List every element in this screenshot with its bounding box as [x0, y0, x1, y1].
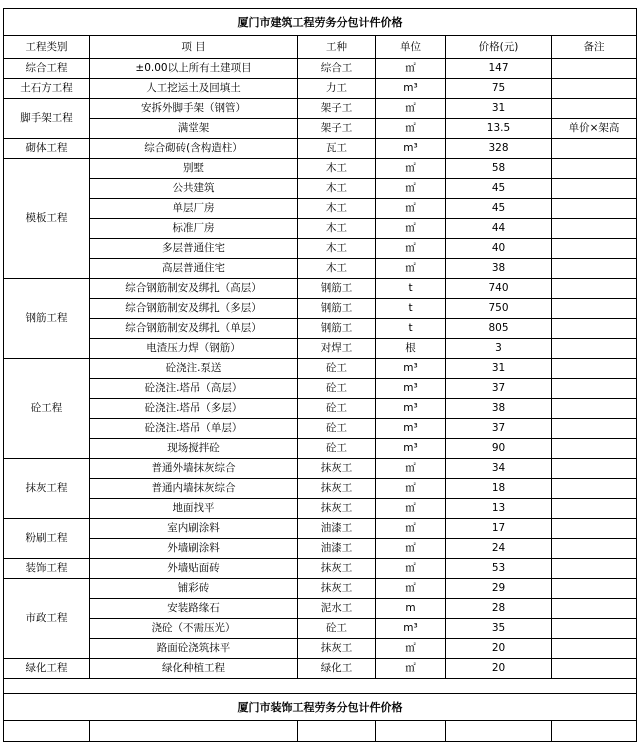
price-cell: 18: [446, 479, 552, 499]
trade-cell: 抹灰工: [298, 579, 376, 599]
item-cell: 电渣压力焊（钢筋）: [90, 339, 298, 359]
price-cell: 35: [446, 619, 552, 639]
table-row: [4, 359, 637, 379]
note-cell: [552, 399, 637, 419]
header-trade: 工种: [298, 36, 376, 59]
price-cell: 29: [446, 579, 552, 599]
header-item: 项 目: [90, 36, 298, 59]
note-cell: [552, 379, 637, 399]
trade-cell: 对焊工: [298, 339, 376, 359]
note-cell: [552, 319, 637, 339]
trade-cell: 砼工: [298, 419, 376, 439]
note-cell: [552, 239, 637, 259]
table-row: [4, 219, 637, 239]
note-cell: [552, 59, 637, 79]
item-cell: 砼浇注.塔吊（多层）: [90, 399, 298, 419]
note-cell: [552, 259, 637, 279]
trade-cell: 综合工: [298, 59, 376, 79]
category-cell: 砌体工程: [4, 139, 90, 159]
footer-title: 厦门市装饰工程劳务分包计件价格: [4, 694, 637, 721]
price-cell: 40: [446, 239, 552, 259]
table-row: [4, 599, 637, 619]
item-cell: 浇砼（不需压光）: [90, 619, 298, 639]
trade-cell: 木工: [298, 259, 376, 279]
table-row: [4, 139, 637, 159]
item-cell: 砼浇注.塔吊（高层）: [90, 379, 298, 399]
empty-cell: [298, 721, 376, 742]
item-cell: 普通内墙抹灰综合: [90, 479, 298, 499]
trade-cell: 抹灰工: [298, 559, 376, 579]
note-cell: [552, 559, 637, 579]
table-row: [4, 79, 637, 99]
item-cell: 人工挖运土及回填土: [90, 79, 298, 99]
category-cell: 综合工程: [4, 59, 90, 79]
table-row: [4, 499, 637, 519]
footer-next-row: [4, 721, 637, 742]
item-cell: 铺彩砖: [90, 579, 298, 599]
note-cell: [552, 519, 637, 539]
unit-cell: ㎡: [376, 459, 446, 479]
item-cell: 安拆外脚手架（钢管）: [90, 99, 298, 119]
trade-cell: 木工: [298, 219, 376, 239]
unit-cell: ㎡: [376, 179, 446, 199]
trade-cell: 木工: [298, 239, 376, 259]
table-row: [4, 99, 637, 119]
price-cell: 3: [446, 339, 552, 359]
trade-cell: 抹灰工: [298, 479, 376, 499]
unit-cell: ㎡: [376, 239, 446, 259]
header-unit: 单位: [376, 36, 446, 59]
trade-cell: 抹灰工: [298, 459, 376, 479]
note-cell: [552, 159, 637, 179]
category-cell: 砼工程: [4, 359, 90, 459]
unit-cell: m³: [376, 359, 446, 379]
item-cell: 砼浇注.塔吊（单层）: [90, 419, 298, 439]
price-cell: 37: [446, 419, 552, 439]
price-cell: 34: [446, 459, 552, 479]
trade-cell: 抹灰工: [298, 639, 376, 659]
table-row: [4, 339, 637, 359]
table-row: [4, 59, 637, 79]
note-cell: 单价×架高: [552, 119, 637, 139]
note-cell: [552, 79, 637, 99]
item-cell: 现场搅拌砼: [90, 439, 298, 459]
item-cell: 标准厂房: [90, 219, 298, 239]
trade-cell: 钢筋工: [298, 319, 376, 339]
table-row: [4, 299, 637, 319]
item-cell: 单层厂房: [90, 199, 298, 219]
item-cell: 外墙贴面砖: [90, 559, 298, 579]
header-category: 工程类别: [4, 36, 90, 59]
trade-cell: 砼工: [298, 619, 376, 639]
trade-cell: 油漆工: [298, 519, 376, 539]
item-cell: 综合钢筋制安及绑扎（单层）: [90, 319, 298, 339]
trade-cell: 架子工: [298, 99, 376, 119]
table-row: [4, 519, 637, 539]
price-cell: 740: [446, 279, 552, 299]
price-cell: 28: [446, 599, 552, 619]
table-row: [4, 379, 637, 399]
item-cell: 满堂架: [90, 119, 298, 139]
price-cell: 45: [446, 179, 552, 199]
note-cell: [552, 459, 637, 479]
note-cell: [552, 439, 637, 459]
item-cell: 综合钢筋制安及绑扎（多层）: [90, 299, 298, 319]
unit-cell: ㎡: [376, 159, 446, 179]
note-cell: [552, 539, 637, 559]
category-cell: 土石方工程: [4, 79, 90, 99]
category-cell: 市政工程: [4, 579, 90, 659]
category-cell: 装饰工程: [4, 559, 90, 579]
trade-cell: 砼工: [298, 439, 376, 459]
unit-cell: ㎡: [376, 119, 446, 139]
note-cell: [552, 199, 637, 219]
note-cell: [552, 279, 637, 299]
trade-cell: 绿化工: [298, 659, 376, 679]
unit-cell: ㎡: [376, 99, 446, 119]
unit-cell: ㎡: [376, 519, 446, 539]
note-cell: [552, 579, 637, 599]
item-cell: 公共建筑: [90, 179, 298, 199]
price-cell: 31: [446, 99, 552, 119]
trade-cell: 瓦工: [298, 139, 376, 159]
table-row: [4, 199, 637, 219]
note-cell: [552, 179, 637, 199]
spacer-cell: [4, 679, 637, 694]
item-cell: 室内刷涂料: [90, 519, 298, 539]
table-row: [4, 119, 637, 139]
category-cell: 抹灰工程: [4, 459, 90, 519]
empty-cell: [446, 721, 552, 742]
unit-cell: ㎡: [376, 659, 446, 679]
empty-cell: [552, 721, 637, 742]
unit-cell: m³: [376, 399, 446, 419]
table-row: [4, 639, 637, 659]
trade-cell: 砼工: [298, 359, 376, 379]
price-table-body: [4, 9, 637, 742]
header-price: 价格(元): [446, 36, 552, 59]
price-cell: 13: [446, 499, 552, 519]
price-cell: 44: [446, 219, 552, 239]
category-cell: 脚手架工程: [4, 99, 90, 139]
title-row: [4, 9, 637, 36]
price-cell: 24: [446, 539, 552, 559]
category-cell: 绿化工程: [4, 659, 90, 679]
table-row: [4, 619, 637, 639]
table-row: [4, 559, 637, 579]
price-cell: 20: [446, 639, 552, 659]
price-cell: 147: [446, 59, 552, 79]
empty-cell: [90, 721, 298, 742]
item-cell: 外墙刷涂料: [90, 539, 298, 559]
unit-cell: ㎡: [376, 639, 446, 659]
note-cell: [552, 219, 637, 239]
trade-cell: 砼工: [298, 399, 376, 419]
unit-cell: m³: [376, 619, 446, 639]
trade-cell: 油漆工: [298, 539, 376, 559]
note-cell: [552, 599, 637, 619]
trade-cell: 木工: [298, 179, 376, 199]
unit-cell: ㎡: [376, 259, 446, 279]
unit-cell: m: [376, 599, 446, 619]
unit-cell: m³: [376, 439, 446, 459]
unit-cell: t: [376, 299, 446, 319]
note-cell: [552, 639, 637, 659]
item-cell: 多层普通住宅: [90, 239, 298, 259]
unit-cell: m³: [376, 419, 446, 439]
note-cell: [552, 619, 637, 639]
unit-cell: ㎡: [376, 499, 446, 519]
trade-cell: 钢筋工: [298, 279, 376, 299]
price-cell: 13.5: [446, 119, 552, 139]
unit-cell: ㎡: [376, 479, 446, 499]
item-cell: 高层普通住宅: [90, 259, 298, 279]
price-cell: 31: [446, 359, 552, 379]
trade-cell: 泥水工: [298, 599, 376, 619]
item-cell: ±0.00以上所有土建项目: [90, 59, 298, 79]
table-row: [4, 159, 637, 179]
unit-cell: m³: [376, 139, 446, 159]
table-row: [4, 319, 637, 339]
unit-cell: ㎡: [376, 59, 446, 79]
empty-cell: [376, 721, 446, 742]
header-note: 备注: [552, 36, 637, 59]
note-cell: [552, 499, 637, 519]
table-row: [4, 239, 637, 259]
table-row: [4, 579, 637, 599]
note-cell: [552, 359, 637, 379]
price-cell: 38: [446, 259, 552, 279]
item-cell: 地面找平: [90, 499, 298, 519]
unit-cell: ㎡: [376, 579, 446, 599]
table-row: [4, 399, 637, 419]
table-row: [4, 539, 637, 559]
unit-cell: ㎡: [376, 219, 446, 239]
table-row: [4, 659, 637, 679]
price-cell: 805: [446, 319, 552, 339]
item-cell: 绿化种植工程: [90, 659, 298, 679]
header-row: [4, 36, 637, 59]
price-cell: 75: [446, 79, 552, 99]
item-cell: 别墅: [90, 159, 298, 179]
note-cell: [552, 479, 637, 499]
item-cell: 综合砌砖(含构造柱）: [90, 139, 298, 159]
unit-cell: ㎡: [376, 199, 446, 219]
price-cell: 90: [446, 439, 552, 459]
unit-cell: t: [376, 279, 446, 299]
trade-cell: 架子工: [298, 119, 376, 139]
trade-cell: 抹灰工: [298, 499, 376, 519]
price-cell: 53: [446, 559, 552, 579]
unit-cell: 根: [376, 339, 446, 359]
note-cell: [552, 299, 637, 319]
category-cell: 粉刷工程: [4, 519, 90, 559]
trade-cell: 木工: [298, 199, 376, 219]
note-cell: [552, 419, 637, 439]
unit-cell: m³: [376, 379, 446, 399]
table-row: [4, 459, 637, 479]
empty-cell: [4, 721, 90, 742]
item-cell: 普通外墙抹灰综合: [90, 459, 298, 479]
item-cell: 路面砼浇筑抹平: [90, 639, 298, 659]
table-row: [4, 259, 637, 279]
trade-cell: 木工: [298, 159, 376, 179]
table-row: [4, 419, 637, 439]
price-cell: 45: [446, 199, 552, 219]
price-table: [3, 8, 637, 742]
table-row: [4, 279, 637, 299]
spacer-row: [4, 679, 637, 694]
category-cell: 模板工程: [4, 159, 90, 279]
note-cell: [552, 339, 637, 359]
unit-cell: ㎡: [376, 559, 446, 579]
trade-cell: 钢筋工: [298, 299, 376, 319]
unit-cell: m³: [376, 79, 446, 99]
table-row: [4, 439, 637, 459]
unit-cell: ㎡: [376, 539, 446, 559]
item-cell: 综合钢筋制安及绑扎（高层）: [90, 279, 298, 299]
unit-cell: t: [376, 319, 446, 339]
price-cell: 20: [446, 659, 552, 679]
price-cell: 37: [446, 379, 552, 399]
trade-cell: 力工: [298, 79, 376, 99]
price-cell: 58: [446, 159, 552, 179]
note-cell: [552, 659, 637, 679]
trade-cell: 砼工: [298, 379, 376, 399]
category-cell: 钢筋工程: [4, 279, 90, 359]
table-title: 厦门市建筑工程劳务分包计件价格: [4, 9, 637, 36]
table-row: [4, 479, 637, 499]
price-cell: 17: [446, 519, 552, 539]
price-cell: 750: [446, 299, 552, 319]
price-cell: 38: [446, 399, 552, 419]
item-cell: 砼浇注.泵送: [90, 359, 298, 379]
footer-title-row: [4, 694, 637, 721]
note-cell: [552, 99, 637, 119]
table-row: [4, 179, 637, 199]
item-cell: 安装路缘石: [90, 599, 298, 619]
price-cell: 328: [446, 139, 552, 159]
note-cell: [552, 139, 637, 159]
